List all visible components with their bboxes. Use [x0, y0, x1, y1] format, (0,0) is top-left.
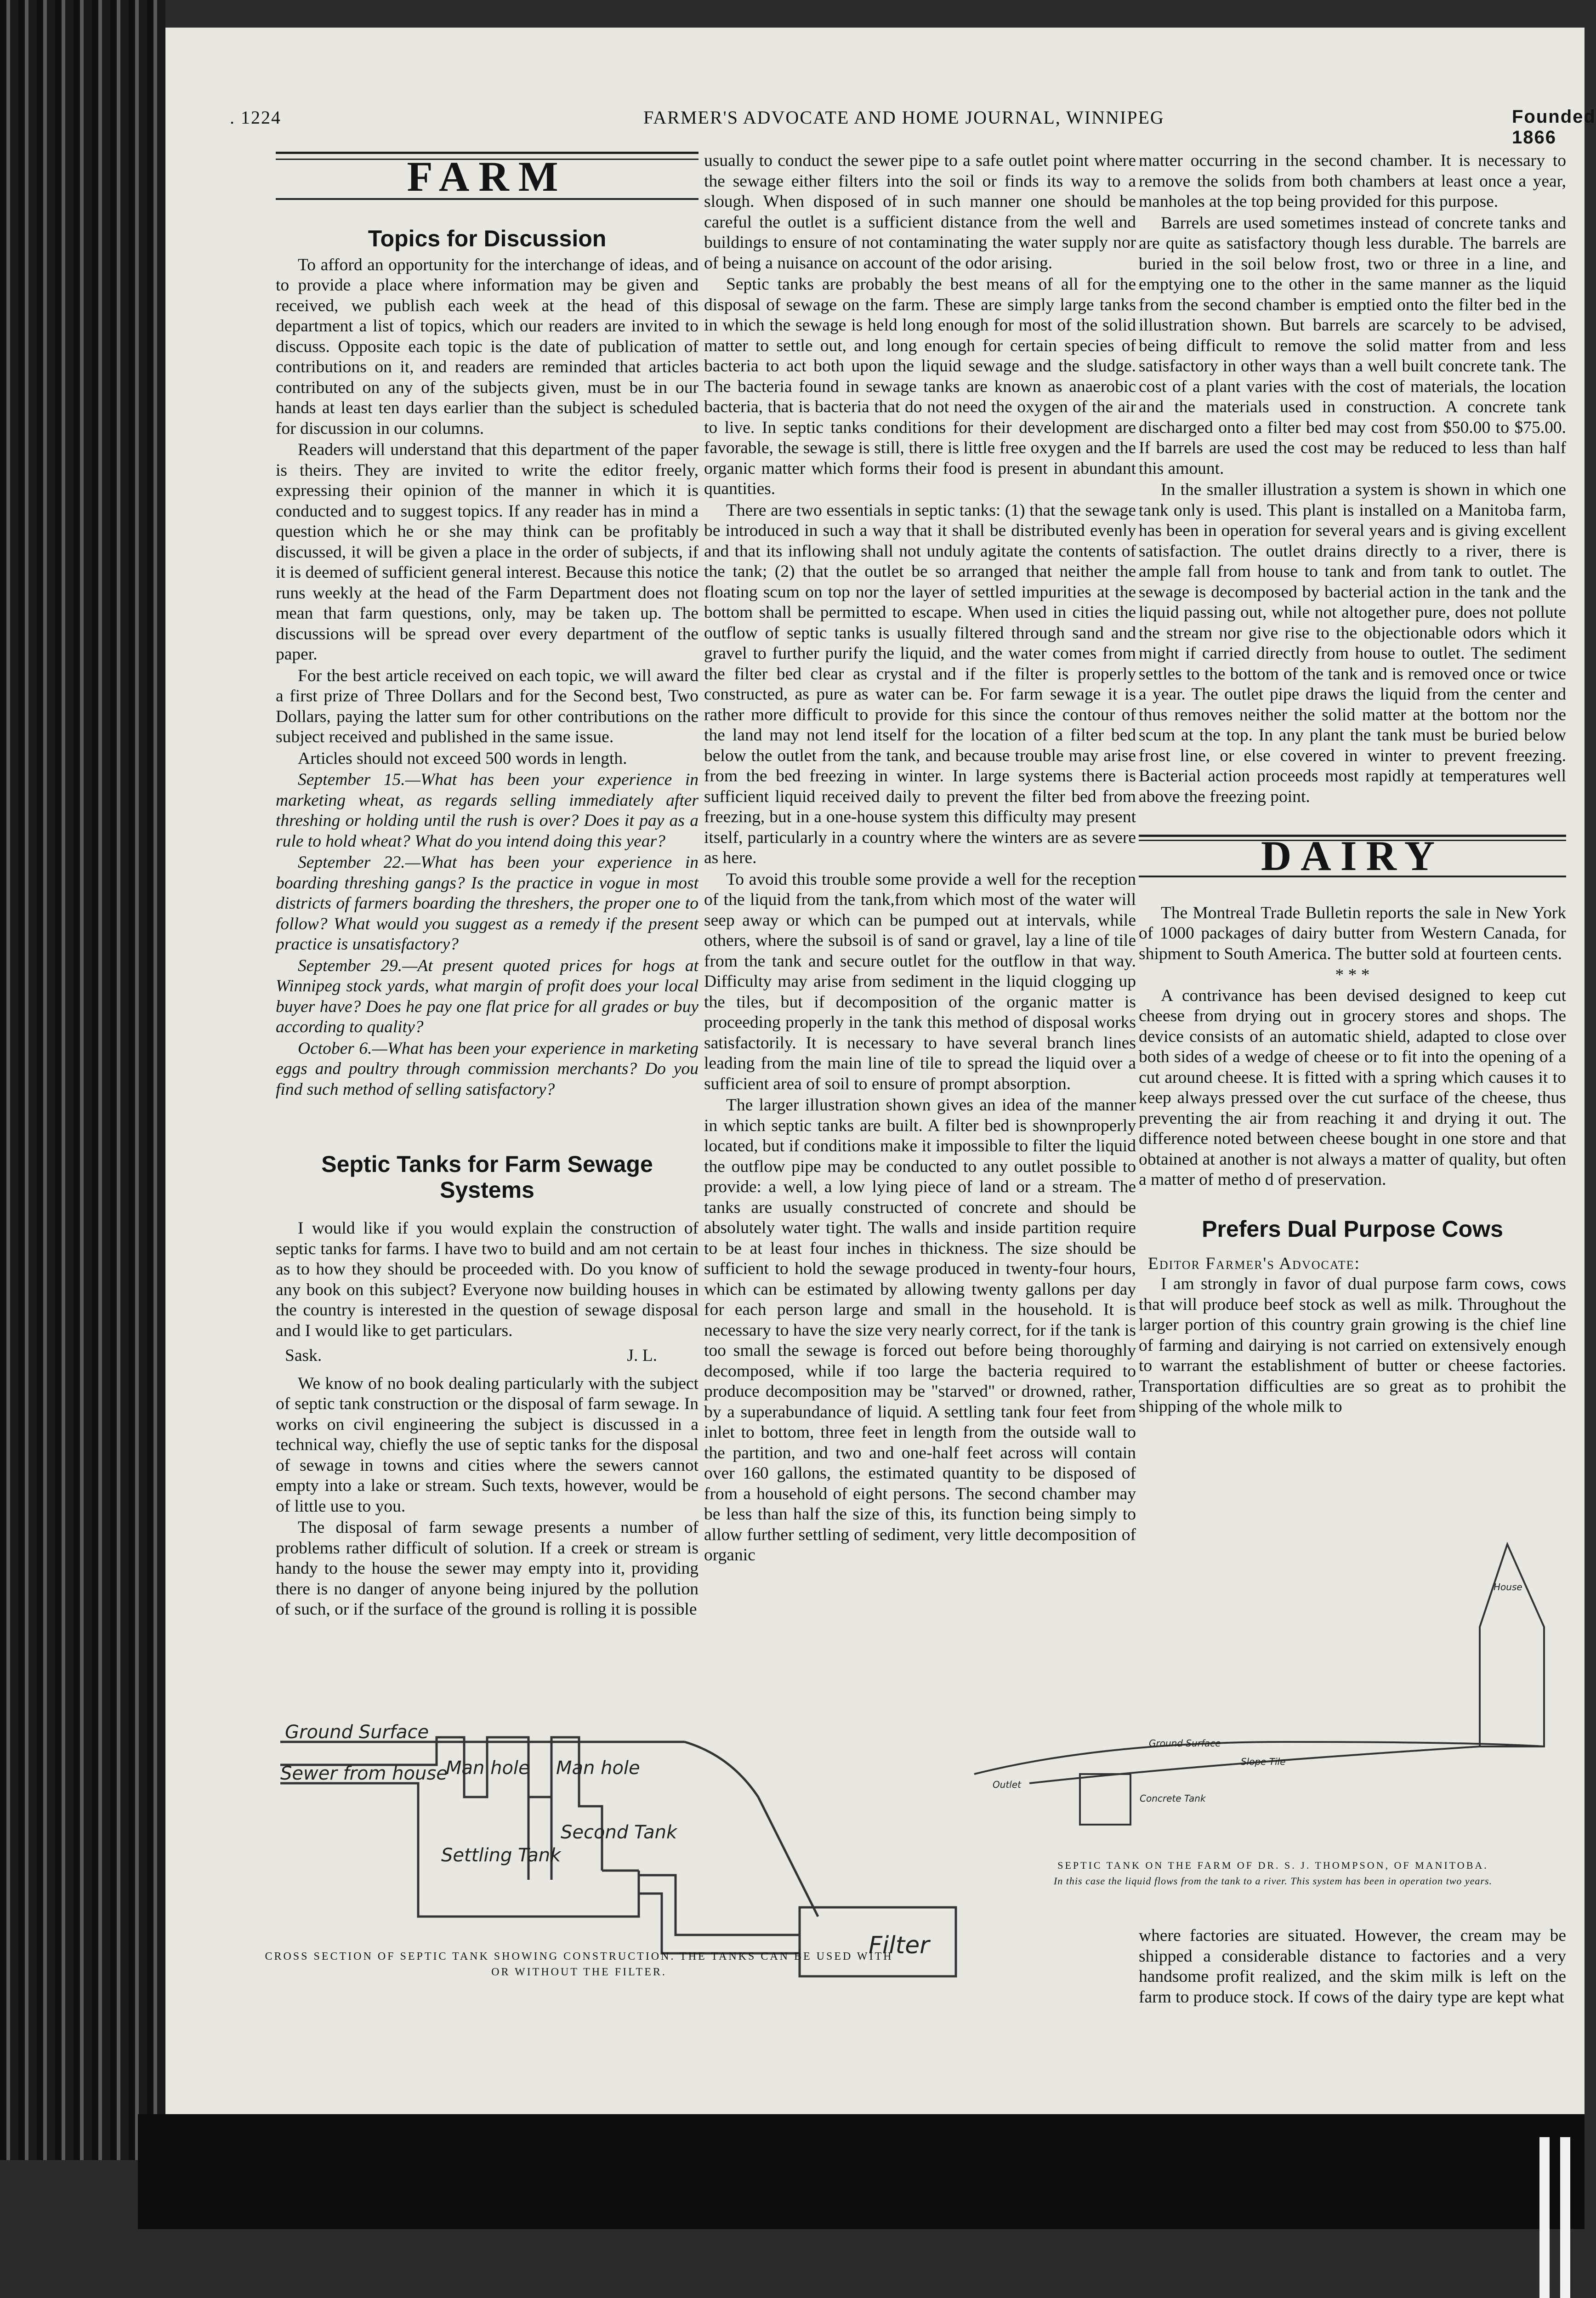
cross-section-caption: CROSS SECTION OF SEPTIC TANK SHOWING CONSTRUCTION. THE TANKS CAN BE USED WITH OR WITHOUT THE FILTER.	[265, 1951, 893, 1978]
label-ground: Ground Surface	[1149, 1738, 1221, 1749]
label-sewer: Sewer from house	[280, 1763, 448, 1784]
house-outline	[1480, 1544, 1544, 1746]
label-slope: Slope Tile	[1241, 1756, 1286, 1767]
concrete-tank	[1080, 1774, 1130, 1825]
scan-marker	[1560, 2137, 1570, 2298]
dual-purpose-heading: Prefers Dual Purpose Cows	[1202, 1216, 1503, 1242]
letter-paragraph: I am strongly in favor of dual purpose farm cows, cows that will produce beef stock as well as milk. Throughout the larger portion of this country grain growing is the chief line of farming and dairying is not carried on extensively enough to warrant the establishment of butter or cheese factories. Transportation difficulties are so great as to prohibit the shipping of the whole milk to	[1139, 1274, 1566, 1416]
body-paragraph: In the smaller illustration a system is shown in which one tank only is used. This plant is installed on a Manitoba farm, has been in operation for several years and is giving excellent satisfaction. The outlet drains directly to a river, there is ample fall from house to tank and from tank to outlet. The sewage is decomposed by bacterial action in the tank and the liquid passing out, while not altogether pure, does not pollute the stream nor give rise to the objectionable odors which it might if carried directly from house to outlet. The sediment settles to the bottom of the tank and is removed once or twice a year. The outlet pipe draws the liquid from the center and thus removes neither the solid matter at the bottom nor the scum at the top. In any plant the tank must be buried below frost line, or else covered in winter to prevent freezing. Bacterial action proceeds most rapidly at temperatures well above the freezing point.	[1139, 480, 1566, 806]
farm-title: FARM	[407, 153, 568, 200]
label-tank: Concrete Tank	[1140, 1793, 1206, 1804]
topics-paragraph: For the best article received on each topic, we will award a first prize of Three Dollars and for the Second best, Two Dollars, paying the latter sum for other contributions on the subject received and published in the same issue.	[276, 666, 699, 746]
book-bottom-shadow	[138, 2114, 1585, 2229]
topic-item: September 29.—At present quoted prices for hogs at Winnipeg stock yards, what margin of profit does your local buyer have? Does he pay one flat price for all grades or buy according to quality?	[276, 956, 699, 1036]
dairy-paragraph: The Montreal Trade Bulletin reports the sale in New York of 1000 packages of dairy butter from Western Canada, for shipment to South America. The butter sold at fourteen cents.	[1139, 903, 1566, 963]
label-manhole-1: Man hole	[446, 1758, 530, 1779]
page-number: . 1224	[230, 107, 281, 128]
right-column	[1139, 151, 1566, 1418]
reply-paragraph: The disposal of farm sewage presents a number of problems rather difficult of solution. If a creek or stream is handy to the house the sewer may empty into it, providing there is no danger of anyone being injured by the pollution of such, or if the surface of the ground is rolling it is possible	[276, 1518, 699, 1619]
label-filter: Filter	[869, 1932, 930, 1959]
thompson-subcaption: In this case the liquid flows from the tank to a river. This system has been in operation two years.	[1053, 1875, 1493, 1887]
dairy-paragraph: A contrivance has been devised designed to keep cut cheese from drying out in grocery stores and shops. The device consists of an automatic shield, adapted to close over both sides of a wedge of cheese or to fit into the opening of a cut around cheese. It is fitted with a spring which causes it to keep always pressed over the cut surface of the cheese, thus preventing the air from reaching it and drying it out. The difference noted between cheese bought in one store and that obtained at another is not always a matter of quality, but often a matter of metho d of preservation.	[1139, 986, 1566, 1189]
label-settling-tank: Settling Tank	[441, 1845, 561, 1866]
journal-title: FARMER'S ADVOCATE AND HOME JOURNAL, WINNIPEG	[643, 107, 1164, 128]
topics-paragraph: To afford an opportunity for the interchange of ideas, and to provide a place where information may be given and received, we publish each week at the head of this department a list of topics, which our readers are invited to discuss. Opposite each topic is the date of publication of contributions on it, and readers are reminded that articles contributed on any of the subjects given, must be in our hands at least ten days earlier than the subject is scheduled for discussion in our columns.	[276, 255, 699, 438]
body-paragraph: Septic tanks are probably the best means of all for the disposal of sewage on the farm. These are simply large tanks in which the sewage is held long enough for most of the solid matter to settle out, and long enough for certain species of bacteria to act both upon the liquid sewage and the sludge. The bacteria found in sewage tanks are known as anaerobic bacteria, that is bacteria that do not need the oxygen of the air to live. In septic tanks conditions for their development are favorable, the sewage is still, there is little free oxygen and the organic matter which forms their food is present in abundant quantities.	[704, 275, 1136, 498]
topic-item: October 6.—What has been your experience in marketing eggs and poultry through commission merchants? Do you find such method of selling satisfactory?	[276, 1039, 699, 1099]
label-manhole-2: Man hole	[556, 1758, 640, 1779]
dairy-title: DAIRY	[1261, 832, 1444, 879]
farm-column	[276, 153, 699, 1621]
reply-paragraph: We know of no book dealing particularly with the subject of septic tank construction or the disposal of farm sewage. In works on civil engineering the subject is discussed in a technical way, chiefly the use of septic tanks for the disposal of sewage in towns and cities where the sewers cannot empty into a lake or stream. Such texts, however, would be of little use to you.	[276, 1374, 699, 1516]
body-paragraph: There are two essentials in septic tanks: (1) that the sewage be introduced in such a way that it shall be distributed evenly and that its inflowing shall not unduly agitate the contents of the tank; (2) that the outlet be so arranged that neither the floating scum on top nor the layer of settled impurities at the bottom shall be permitted to escape. When used in cities the outflow of septic tanks is usually filtered through sand and gravel to further purify the liquid, and the water comes from the filter bed clear as crystal and if the filter is properly constructed, as pure as water can be. For farm sewage it is rather more difficult to provide for this since the contour of the land may not lend itself for the location of a filter bed below the outlet from the tank, and because trouble may arise from the bed freezing in winter. In large systems there is sufficient liquid received daily to prevent the filter bed from freezing, but in a one-house system this difficulty may present itself, particularly in a country where the winters are as severe as here.	[704, 501, 1136, 867]
topic-item: September 15.—What has been your experience in marketing wheat, as regards selling immediately after threshing or holding until the rush is over? Does it pay as a rule to hold wheat? What do you intend doing this year?	[276, 770, 699, 851]
separator-stars: * * *	[1335, 966, 1370, 984]
middle-column	[704, 151, 1136, 1567]
scan-marker	[1539, 2137, 1550, 2298]
body-paragraph: Barrels are used sometimes instead of concrete tanks and are quite as satisfactory though less durable. The barrels are buried in the soil below frost, two or three in a line, and emptying one to the other in the same manner as the liquid from the second chamber is emptied onto the filter bed in the illustration shown. But barrels are scarcely to be advised, being difficult to remove the solid matter from and less satisfactory in other ways than a well built concrete tank. The cost of a plant varies with the cost of materials, the location and the materials used in construction. A concrete tank discharged onto a filter bed may cost from $50.00 to $75.00. If barrels are used the cost may be reduced to less than half this amount.	[1139, 213, 1566, 478]
label-house: House	[1494, 1581, 1522, 1593]
topics-paragraph: Articles should not exceed 500 words in length.	[298, 749, 627, 768]
partition-wall	[528, 1797, 551, 1880]
septic-heading: Septic Tanks for Farm Sewage Systems	[321, 1151, 653, 1203]
topic-item: September 22.—What has been your experience in boarding threshing gangs? Is the practice in vogue in most districts of farmers boarding the threshers, the proper one to follow? What would you suggest as a remedy if the present practice is unsatisfactory?	[276, 853, 699, 954]
letter-paragraph: where factories are situated. However, the cream may be shipped a considerable distance to factories and a very handsome profit realized, and the skim milk is left on the farm to produce stock. If cows of the dairy type are kept what	[1139, 1926, 1566, 2007]
founded-note: Founded 1866	[1512, 107, 1596, 148]
label-outlet: Outlet	[993, 1779, 1021, 1790]
editor-salutation: Editor Farmer's Advocate:	[1148, 1254, 1360, 1273]
letter-paragraph: I would like if you would explain the construction of septic tanks for farms. I have two to build and am not certain as to how they should be proceeded with. Do you know of any book on this subject? Everyone now building houses in the country is interested in the question of sewage disposal and I would like to get particulars.	[276, 1219, 699, 1340]
thompson-caption: SEPTIC TANK ON THE FARM OF DR. S. J. THOMPSON, OF MANITOBA.	[1057, 1860, 1488, 1871]
topics-heading: Topics for Discussion	[368, 225, 607, 251]
thompson-septic-illustration	[965, 1526, 1567, 1838]
body-paragraph: The larger illustration shown gives an idea of the manner in which septic tanks are built. A filter bed is shownproperly located, but if conditions make it impossible to filter the liquid the outflow pipe may be conducted to any outlet possible to provide: a well, a low lying piece of land or a stream. The tanks are usually constructed of concrete and should be absolutely water tight. The walls and inside partition require to be at least four inches in thickness. The size should be sufficient to hold the sewage produced in twenty-four hours, which can be estimated by allowing twenty gallons per day for each person large and small in the household. It is necessary to have the size very nearly correct, for if the tank is too small the sewage is forced out before being thoroughly decomposed, while if too large the bacteria required to produce decomposition may be "starved" or drowned, rather, by a superabundance of liquid. A settling tank four feet from inlet to bottom, three feet in length from the outside wall to the partition, and two and one-half feet across will contain over 160 gallons, the estimated quantity to be disposed of from a household of eight persons. The second chamber may be less than half the size of this, its function being simply to allow further settling of sediment, very little decomposition of organic	[704, 1096, 1136, 1564]
book-page-edges	[0, 0, 165, 2160]
body-paragraph: To avoid this trouble some provide a well for the reception of the liquid from the tank,from which most of the water will seep away or which can be pumped out at intervals, while others, where the subsoil is of sand or gravel, lay a line of tile from the tank and secure outlet for the outflow in that way. Difficulty may arise from sediment in the liquid clogging up the tiles, but if decomposition of the organic matter is proceeding properly in the tank this method of disposal works satisfactorily. It is necessary to have several branch lines leading from the main line of tile to spread the liquid over a sufficient area of soil to ensure of prompt absorption.	[704, 870, 1136, 1093]
letter-initials: J. L.	[627, 1346, 657, 1365]
label-ground: Ground Surface	[285, 1722, 429, 1743]
letter-signature	[276, 1346, 699, 1366]
thompson-drawing	[965, 1526, 1567, 1838]
body-paragraph: usually to conduct the sewer pipe to a safe outlet point where the sewage either filters into the soil or finds its way to a slough. When disposed of in such manner one should be careful the outlet is a sufficient distance from the well and buildings to ensure of not contaminating the water supply nor of being a nuisance on account of the odor arising.	[704, 151, 1136, 273]
right-column-continued	[1139, 1926, 1566, 2008]
body-paragraph: matter occurring in the second chamber. It is necessary to remove the solids from both chambers at least once a year, manholes at the top being provided for this purpose.	[1139, 151, 1566, 211]
label-second-tank: Second Tank	[561, 1822, 677, 1843]
outlet-pipe	[639, 1875, 800, 1953]
topics-paragraph: Readers will understand that this department of the paper is theirs. They are invited to write the editor freely, expressing their opinion of the manner in which it is conducted and to suggest topics. If any reader has in mind a question which he or she may think can be profitably discussed, it will be given a place in the order of subjects, if it is deemed of sufficient general interest. Because this notice runs weekly at the head of the Farm Department does not mean that farm questions, only, may be taken up. The discussions will be spread over every department of the paper.	[276, 440, 699, 664]
ground-slope	[685, 1742, 818, 1917]
letter-place: Sask.	[285, 1346, 322, 1365]
